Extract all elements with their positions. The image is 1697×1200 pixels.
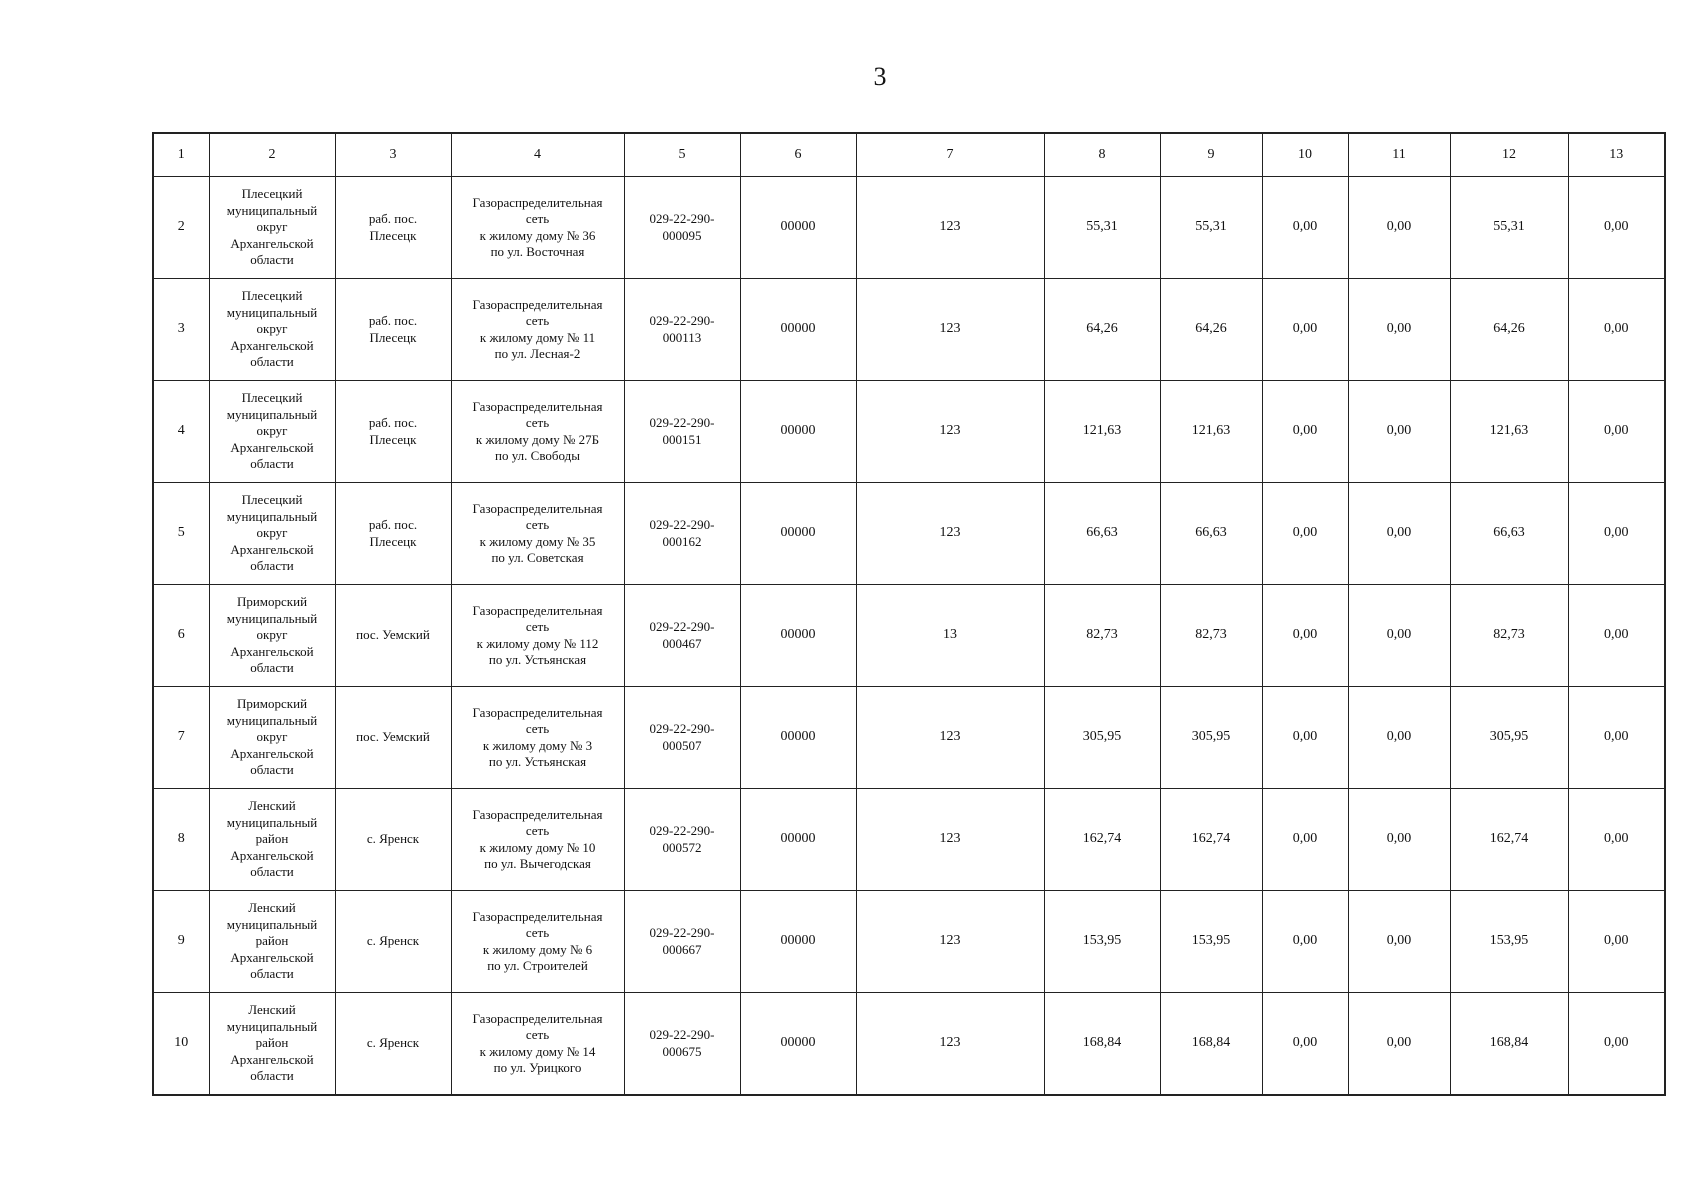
table-cell: Газораспределительная сеть к жилому дому № 11 по ул. Лесная-2: [451, 279, 624, 381]
table-cell: 168,84: [1044, 993, 1160, 1096]
table-cell: 121,63: [1160, 381, 1262, 483]
table-cell: 13: [856, 585, 1044, 687]
table-cell: пос. Уемский: [335, 585, 451, 687]
table-cell: 153,95: [1160, 891, 1262, 993]
table-cell: 0,00: [1262, 789, 1348, 891]
table-cell: с. Яренск: [335, 993, 451, 1096]
table-cell: 0,00: [1568, 381, 1665, 483]
table-cell: 64,26: [1160, 279, 1262, 381]
table-cell: 305,95: [1450, 687, 1568, 789]
column-header: 6: [740, 133, 856, 177]
column-header: 1: [153, 133, 209, 177]
table-row: [153, 177, 1665, 279]
table-cell: 153,95: [1450, 891, 1568, 993]
table-cell: 4: [153, 381, 209, 483]
table-cell: 123: [856, 381, 1044, 483]
table-cell: 00000: [740, 789, 856, 891]
table-cell: 55,31: [1450, 177, 1568, 279]
table-cell: 0,00: [1348, 585, 1450, 687]
table-row: [153, 891, 1665, 993]
table-cell: 029-22-290- 000095: [624, 177, 740, 279]
table-cell: 0,00: [1348, 891, 1450, 993]
table-cell: 0,00: [1348, 789, 1450, 891]
table-row: [153, 993, 1665, 1096]
table-cell: 123: [856, 687, 1044, 789]
table-cell: 305,95: [1044, 687, 1160, 789]
table-cell: пос. Уемский: [335, 687, 451, 789]
table-cell: 00000: [740, 483, 856, 585]
table-cell: Газораспределительная сеть к жилому дому № 27Б по ул. Свободы: [451, 381, 624, 483]
table-cell: 66,63: [1160, 483, 1262, 585]
table-row: [153, 483, 1665, 585]
table-cell: 82,73: [1160, 585, 1262, 687]
table-row: [153, 687, 1665, 789]
table-cell: 123: [856, 177, 1044, 279]
table-cell: 305,95: [1160, 687, 1262, 789]
table-cell: с. Яренск: [335, 891, 451, 993]
column-header: 3: [335, 133, 451, 177]
table-cell: 029-22-290- 000667: [624, 891, 740, 993]
table-body: [153, 177, 1665, 1096]
table-cell: Плесецкий муниципальный округ Архангельской области: [209, 381, 335, 483]
table-cell: 0,00: [1568, 483, 1665, 585]
column-header: 12: [1450, 133, 1568, 177]
table-cell: Плесецкий муниципальный округ Архангельской области: [209, 279, 335, 381]
table-cell: Плесецкий муниципальный округ Архангельской области: [209, 483, 335, 585]
column-header: 5: [624, 133, 740, 177]
table-cell: 0,00: [1262, 891, 1348, 993]
table-cell: 029-22-290- 000162: [624, 483, 740, 585]
table-cell: 029-22-290- 000507: [624, 687, 740, 789]
table-cell: Газораспределительная сеть к жилому дому № 112 по ул. Устьянская: [451, 585, 624, 687]
column-header: 4: [451, 133, 624, 177]
data-table: [152, 132, 1666, 1096]
page-number: 3: [873, 62, 887, 91]
table-cell: 0,00: [1568, 177, 1665, 279]
table-cell: раб. пос. Плесецк: [335, 381, 451, 483]
table-cell: 0,00: [1568, 789, 1665, 891]
table-cell: 0,00: [1348, 381, 1450, 483]
table-cell: 0,00: [1262, 585, 1348, 687]
table-cell: 029-22-290- 000151: [624, 381, 740, 483]
table-cell: 0,00: [1348, 687, 1450, 789]
table-cell: 8: [153, 789, 209, 891]
table-cell: 123: [856, 279, 1044, 381]
table-cell: Приморский муниципальный округ Архангельской области: [209, 585, 335, 687]
table-cell: 0,00: [1262, 177, 1348, 279]
table-header-row: [153, 133, 1665, 177]
table-cell: Приморский муниципальный округ Архангельской области: [209, 687, 335, 789]
table-cell: 0,00: [1568, 279, 1665, 381]
table-cell: 123: [856, 993, 1044, 1096]
table-cell: 0,00: [1262, 687, 1348, 789]
column-header: 2: [209, 133, 335, 177]
table-cell: Газораспределительная сеть к жилому дому № 36 по ул. Восточная: [451, 177, 624, 279]
table-cell: 64,26: [1044, 279, 1160, 381]
table-cell: 2: [153, 177, 209, 279]
table-cell: 5: [153, 483, 209, 585]
table-cell: Газораспределительная сеть к жилому дому № 14 по ул. Урицкого: [451, 993, 624, 1096]
table-cell: Газораспределительная сеть к жилому дому № 3 по ул. Устьянская: [451, 687, 624, 789]
table-row: [153, 381, 1665, 483]
table-row: [153, 279, 1665, 381]
table-cell: 0,00: [1568, 993, 1665, 1096]
table-cell: Ленский муниципальный район Архангельской области: [209, 993, 335, 1096]
table-cell: с. Яренск: [335, 789, 451, 891]
table-cell: 66,63: [1450, 483, 1568, 585]
column-header: 8: [1044, 133, 1160, 177]
table-cell: Ленский муниципальный район Архангельской области: [209, 789, 335, 891]
table-cell: 162,74: [1044, 789, 1160, 891]
table-cell: 123: [856, 483, 1044, 585]
table-cell: 0,00: [1262, 381, 1348, 483]
table-cell: 0,00: [1348, 177, 1450, 279]
column-header: 10: [1262, 133, 1348, 177]
table-cell: 123: [856, 789, 1044, 891]
table-cell: 153,95: [1044, 891, 1160, 993]
table-cell: 123: [856, 891, 1044, 993]
table-cell: раб. пос. Плесецк: [335, 177, 451, 279]
table-cell: 00000: [740, 177, 856, 279]
table-cell: 55,31: [1044, 177, 1160, 279]
table-cell: Газораспределительная сеть к жилому дому № 6 по ул. Строителей: [451, 891, 624, 993]
table-cell: 00000: [740, 381, 856, 483]
table-cell: 162,74: [1160, 789, 1262, 891]
table-cell: 162,74: [1450, 789, 1568, 891]
table-cell: 7: [153, 687, 209, 789]
table-cell: 82,73: [1450, 585, 1568, 687]
table-cell: 121,63: [1450, 381, 1568, 483]
table-cell: Плесецкий муниципальный округ Архангельской области: [209, 177, 335, 279]
table-cell: 00000: [740, 993, 856, 1096]
table-cell: 0,00: [1262, 279, 1348, 381]
table-cell: 6: [153, 585, 209, 687]
table-cell: 029-22-290- 000113: [624, 279, 740, 381]
table-row: [153, 585, 1665, 687]
table-cell: 0,00: [1348, 483, 1450, 585]
table-cell: 029-22-290- 000467: [624, 585, 740, 687]
table-cell: Газораспределительная сеть к жилому дому № 10 по ул. Вычегодская: [451, 789, 624, 891]
table-cell: Газораспределительная сеть к жилому дому № 35 по ул. Советская: [451, 483, 624, 585]
table-cell: 0,00: [1262, 483, 1348, 585]
table-cell: 168,84: [1450, 993, 1568, 1096]
table-cell: 0,00: [1262, 993, 1348, 1096]
table-cell: раб. пос. Плесецк: [335, 279, 451, 381]
table-cell: 82,73: [1044, 585, 1160, 687]
table-cell: 029-22-290- 000572: [624, 789, 740, 891]
table-cell: 00000: [740, 279, 856, 381]
table-row: [153, 789, 1665, 891]
table-cell: Ленский муниципальный район Архангельской области: [209, 891, 335, 993]
table-cell: 10: [153, 993, 209, 1096]
column-header: 9: [1160, 133, 1262, 177]
table-cell: 121,63: [1044, 381, 1160, 483]
table-cell: 66,63: [1044, 483, 1160, 585]
table-cell: раб. пос. Плесецк: [335, 483, 451, 585]
table-cell: 0,00: [1348, 279, 1450, 381]
table-cell: 0,00: [1568, 891, 1665, 993]
table-cell: 168,84: [1160, 993, 1262, 1096]
data-table-container: [152, 132, 1664, 1084]
table-cell: 3: [153, 279, 209, 381]
table-cell: 55,31: [1160, 177, 1262, 279]
column-header: 13: [1568, 133, 1665, 177]
table-cell: 9: [153, 891, 209, 993]
table-cell: 0,00: [1348, 993, 1450, 1096]
table-cell: 00000: [740, 687, 856, 789]
column-header: 11: [1348, 133, 1450, 177]
table-cell: 0,00: [1568, 585, 1665, 687]
table-cell: 64,26: [1450, 279, 1568, 381]
table-cell: 00000: [740, 585, 856, 687]
table-cell: 029-22-290- 000675: [624, 993, 740, 1096]
table-cell: 0,00: [1568, 687, 1665, 789]
column-header: 7: [856, 133, 1044, 177]
table-cell: 00000: [740, 891, 856, 993]
